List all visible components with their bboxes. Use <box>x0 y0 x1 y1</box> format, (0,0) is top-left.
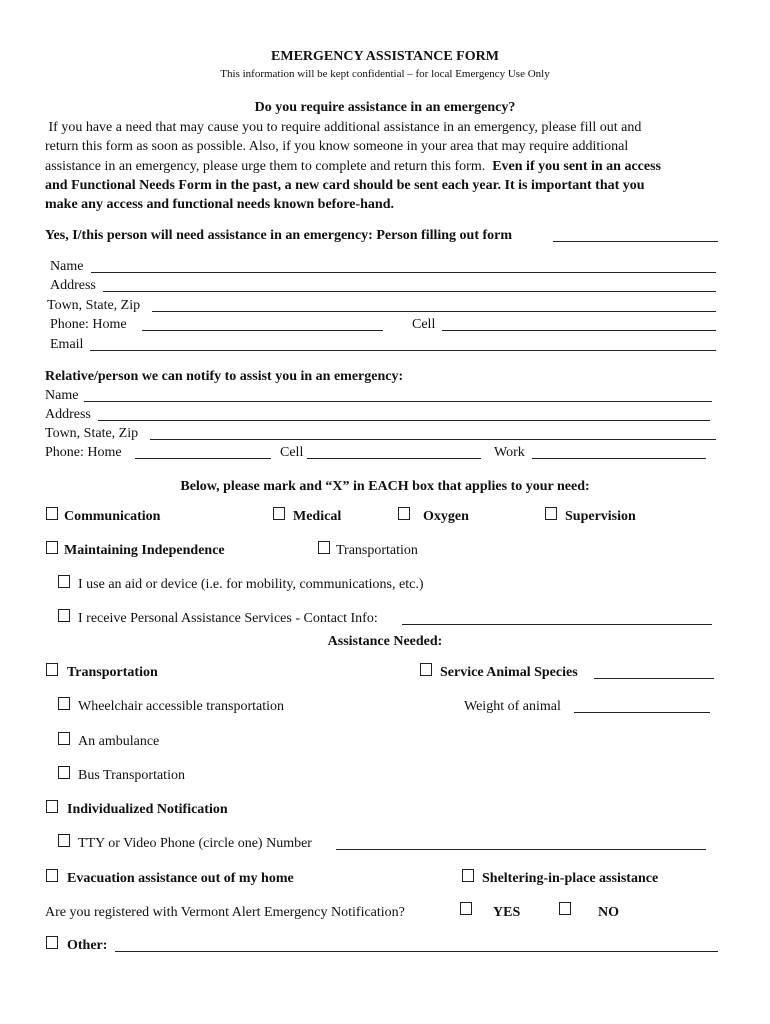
person-town-label: Town, State, Zip <box>47 298 141 313</box>
consent-label: Yes, I/this person will need assistance in an emergency: Person filling out form <box>45 228 513 243</box>
bus-transportation-label: Bus Transportation <box>78 768 185 783</box>
vermont-alert-no-checkbox[interactable] <box>559 902 571 915</box>
tty-number-field[interactable] <box>336 849 706 850</box>
weight-of-animal-field[interactable] <box>574 712 710 713</box>
relative-cell-label: Cell <box>280 445 304 460</box>
vermont-alert-yes-checkbox[interactable] <box>460 902 472 915</box>
bus-transportation-checkbox[interactable] <box>58 766 70 779</box>
supervision-label: Supervision <box>565 509 636 524</box>
relative-heading: Relative/person we can notify to assist you in an emergency: <box>45 369 404 384</box>
relative-home-phone-label: Phone: Home <box>45 445 122 460</box>
person-address-field[interactable] <box>103 291 716 292</box>
intro-line-5: make any access and functional needs known before-hand. <box>45 197 395 213</box>
person-email-field[interactable] <box>90 350 716 351</box>
wheelchair-label: Wheelchair accessible transportation <box>78 699 285 714</box>
sheltering-checkbox[interactable] <box>462 869 474 882</box>
person-cell-label: Cell <box>412 317 436 332</box>
relative-work-field[interactable] <box>532 458 706 459</box>
communication-checkbox[interactable] <box>46 507 58 520</box>
form-title: EMERGENCY ASSISTANCE FORM <box>271 49 499 64</box>
personal-assistance-label: I receive Personal Assistance Services - Contact Info: <box>78 611 378 626</box>
person-name-label: Name <box>50 259 84 274</box>
transportation-label: Transportation <box>67 665 158 680</box>
person-address-label: Address <box>50 278 96 293</box>
intro-question: Do you require assistance in an emergency? <box>254 100 516 115</box>
relative-cell-field[interactable] <box>307 458 481 459</box>
person-home-phone-label: Phone: Home <box>50 317 127 332</box>
maintaining-independence-label: Maintaining Independence <box>64 543 225 558</box>
relative-town-label: Town, State, Zip <box>45 426 139 441</box>
transportation-checkbox[interactable] <box>46 663 58 676</box>
person-town-field[interactable] <box>152 311 716 312</box>
person-name-field[interactable] <box>91 272 716 273</box>
transportation-need-checkbox[interactable] <box>318 541 330 554</box>
communication-label: Communication <box>64 509 161 524</box>
intro-line-3: assistance in an emergency, please urge them to complete and return this form. <box>45 158 493 174</box>
aid-device-checkbox[interactable] <box>58 575 70 588</box>
service-animal-label: Service Animal Species <box>440 665 578 680</box>
service-animal-checkbox[interactable] <box>420 663 432 676</box>
relative-address-label: Address <box>45 407 91 422</box>
ambulance-checkbox[interactable] <box>58 732 70 745</box>
relative-name-field[interactable] <box>84 401 712 402</box>
wheelchair-checkbox[interactable] <box>58 697 70 710</box>
person-home-phone-field[interactable] <box>142 330 383 331</box>
ambulance-label: An ambulance <box>78 734 160 749</box>
maintaining-independence-checkbox[interactable] <box>46 541 58 554</box>
intro-line-2: return this form as soon as possible. Also, if you know someone in your area that may require additional <box>45 139 629 155</box>
service-animal-species-field[interactable] <box>594 678 714 679</box>
supervision-checkbox[interactable] <box>545 507 557 520</box>
oxygen-checkbox[interactable] <box>398 507 410 520</box>
relative-town-field[interactable] <box>150 439 716 440</box>
individualized-notification-checkbox[interactable] <box>46 800 58 813</box>
intro-line-3-bold: Even if you sent in an access <box>492 158 662 174</box>
other-field[interactable] <box>115 951 718 952</box>
aid-device-label: I use an aid or device (i.e. for mobility, communications, etc.) <box>78 577 424 592</box>
vermont-alert-no-label: NO <box>598 905 619 920</box>
oxygen-label: Oxygen <box>423 509 469 524</box>
needs-instruction: Below, please mark and “X” in EACH box that applies to your need: <box>180 479 590 494</box>
person-email-label: Email <box>50 337 84 352</box>
tty-checkbox[interactable] <box>58 834 70 847</box>
individualized-notification-label: Individualized Notification <box>67 802 228 817</box>
relative-work-label: Work <box>494 445 525 460</box>
weight-of-animal-label: Weight of animal <box>464 699 561 714</box>
person-cell-field[interactable] <box>442 330 716 331</box>
person-filling-field[interactable] <box>553 241 718 242</box>
assistance-heading: Assistance Needed: <box>327 634 443 649</box>
personal-assistance-checkbox[interactable] <box>58 609 70 622</box>
transportation-need-label: Transportation <box>336 543 418 558</box>
relative-home-phone-field[interactable] <box>135 458 271 459</box>
intro-line-1: If you have a need that may cause you to require additional assistance in an emergency, please fill out and <box>45 120 642 135</box>
vermont-alert-question: Are you registered with Vermont Alert Emergency Notification? <box>45 905 405 920</box>
relative-name-label: Name <box>45 388 79 403</box>
evacuation-label: Evacuation assistance out of my home <box>67 871 294 886</box>
intro-paragraph <box>45 118 725 214</box>
sheltering-label: Sheltering-in-place assistance <box>482 871 659 886</box>
other-checkbox[interactable] <box>46 936 58 949</box>
other-label: Other: <box>67 938 108 953</box>
vermont-alert-yes-label: YES <box>493 905 521 920</box>
form-subtitle: This information will be kept confidential – for local Emergency Use Only <box>220 68 550 80</box>
relative-address-field[interactable] <box>98 420 710 421</box>
intro-line-4: and Functional Needs Form in the past, a new card should be sent each year. It is important that you <box>45 177 645 193</box>
evacuation-checkbox[interactable] <box>46 869 58 882</box>
tty-label: TTY or Video Phone (circle one) Number <box>78 836 312 851</box>
medical-label: Medical <box>293 509 342 524</box>
personal-assistance-contact-field[interactable] <box>402 624 712 625</box>
medical-checkbox[interactable] <box>273 507 285 520</box>
